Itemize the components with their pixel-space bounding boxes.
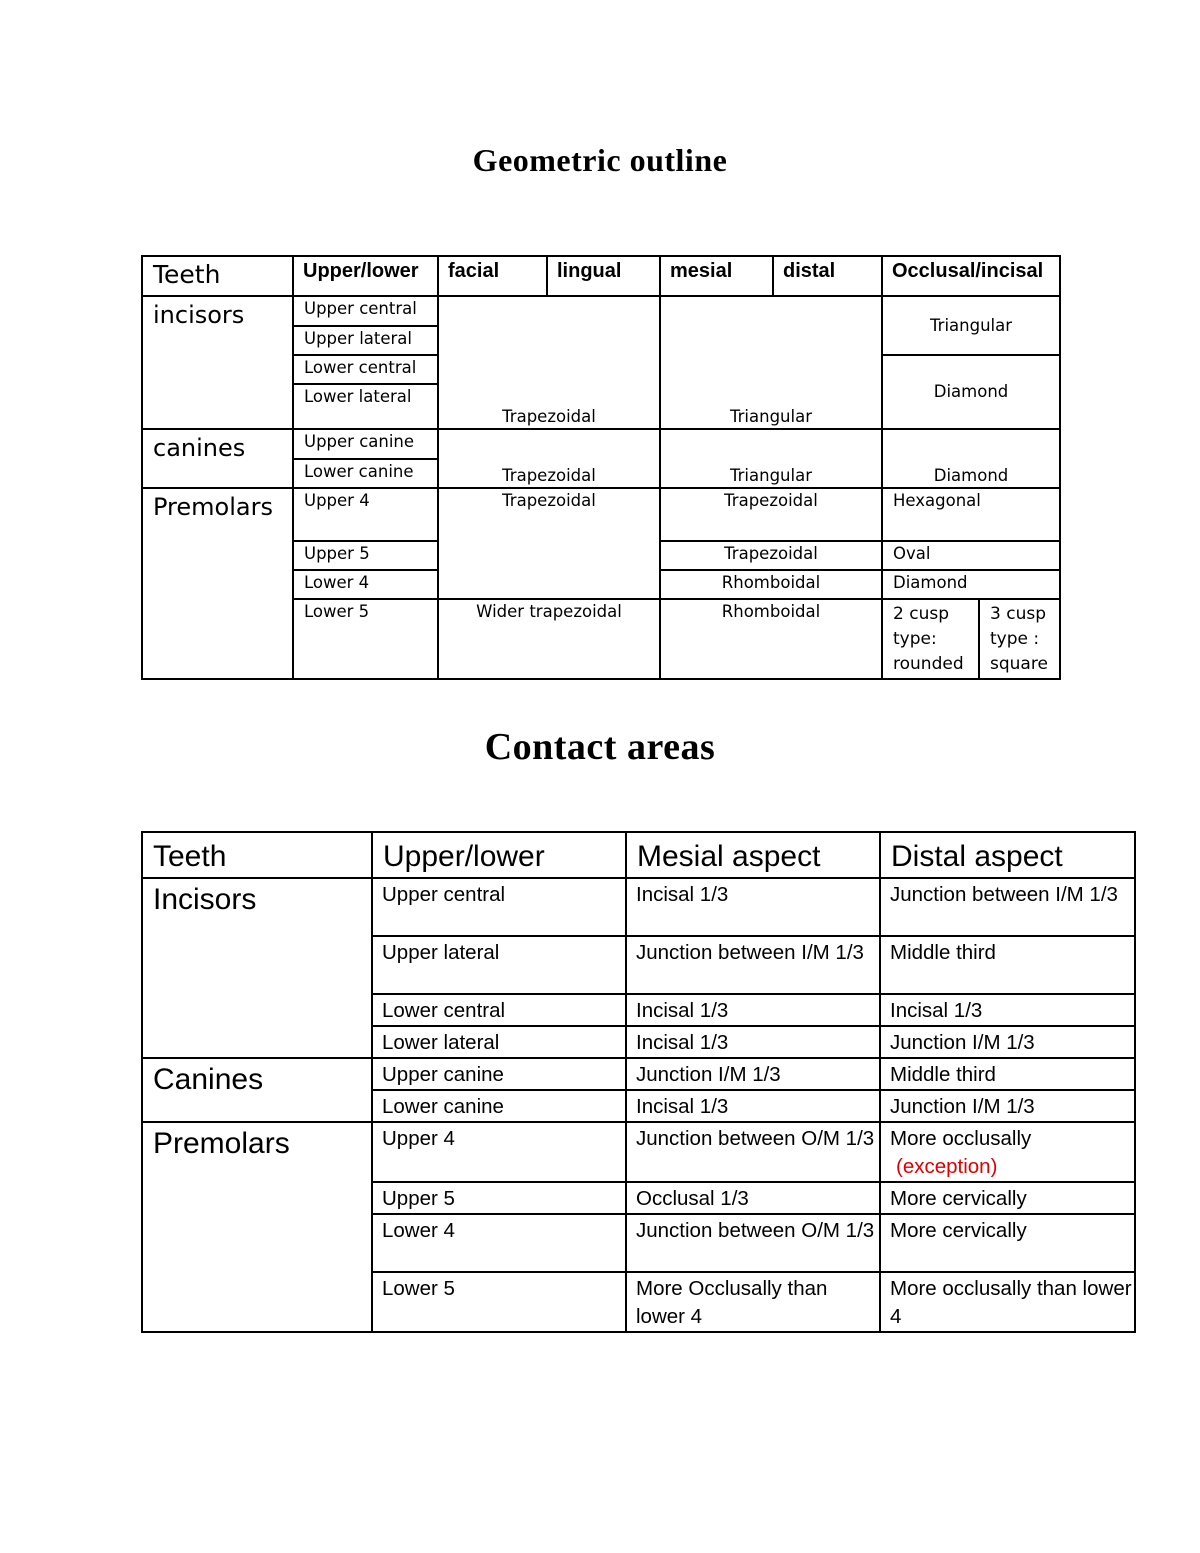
upper4-mesial-distal: Trapezoidal [660, 488, 882, 541]
incisors-occlusal-upper: Triangular [882, 296, 1060, 355]
group-canines: Canines [142, 1058, 372, 1122]
upper4-facial-lingual: Trapezoidal [438, 488, 660, 599]
tooth-cell: Lower canine [372, 1090, 626, 1122]
tooth-cell: Lower 4 [372, 1214, 626, 1272]
cusp-line: square [990, 654, 1048, 674]
geometric-outline-table [141, 255, 1061, 680]
exception-note: (exception) [896, 1155, 998, 1178]
row-label: Lower central [293, 355, 438, 384]
geo-header-teeth: Teeth [142, 256, 293, 296]
group-premolars: Premolars [142, 1122, 372, 1332]
geo-header-row [142, 256, 1060, 296]
lower5-mesial-distal: Rhomboidal [660, 599, 882, 679]
contact-header-teeth: Teeth [142, 832, 372, 878]
group-premolars: Premolars [142, 488, 293, 679]
row-label: Lower lateral [293, 384, 438, 429]
row-label: Upper canine [293, 429, 438, 459]
group-incisors: incisors [142, 296, 293, 429]
group-incisors: Incisors [142, 878, 372, 1058]
mesial-cell: Incisal 1/3 [626, 1026, 880, 1058]
distal-text: More occlusally [890, 1127, 1032, 1150]
geo-header-occlusal-incisal: Occlusal/incisal [882, 256, 1060, 296]
lower4-occlusal: Diamond [882, 570, 1060, 599]
upper5-occlusal: Oval [882, 541, 1060, 570]
tooth-cell: Upper lateral [372, 936, 626, 994]
lower5-facial-lingual: Wider trapezoidal [438, 599, 660, 679]
mesial-cell: More Occlusally than lower 4 [626, 1272, 880, 1332]
contact-header-row [142, 832, 1135, 878]
distal-cell: More cervically [880, 1214, 1135, 1272]
incisors-facial-lingual: Trapezoidal [438, 296, 660, 429]
distal-cell [880, 1122, 1135, 1182]
tooth-cell: Lower lateral [372, 1026, 626, 1058]
distal-cell: Junction I/M 1/3 [880, 1026, 1135, 1058]
table-row [142, 488, 1060, 541]
canines-occlusal: Diamond [882, 429, 1060, 488]
distal-cell: Middle third [880, 936, 1135, 994]
geo-header-distal: distal [773, 256, 882, 296]
contact-header-upper-lower: Upper/lower [372, 832, 626, 878]
mesial-cell: Occlusal 1/3 [626, 1182, 880, 1214]
cusp-line: type: [893, 629, 937, 649]
incisors-mesial-distal: Triangular [660, 296, 882, 429]
incisors-occlusal-lower: Diamond [882, 355, 1060, 429]
cusp-line: rounded [893, 654, 964, 674]
table-row [142, 1122, 1135, 1182]
distal-cell: Middle third [880, 1058, 1135, 1090]
mesial-cell: Junction between O/M 1/3 [626, 1214, 880, 1272]
distal-cell: Junction I/M 1/3 [880, 1090, 1135, 1122]
distal-cell: Junction between I/M 1/3 [880, 878, 1135, 936]
tooth-cell: Upper central [372, 878, 626, 936]
row-label: Upper 5 [293, 541, 438, 570]
distal-cell: More cervically [880, 1182, 1135, 1214]
contact-header-mesial: Mesial aspect [626, 832, 880, 878]
mesial-cell: Junction between O/M 1/3 [626, 1122, 880, 1182]
canines-mesial-distal: Triangular [660, 429, 882, 488]
geometric-outline-title: Geometric outline [472, 142, 728, 178]
cusp-line: type : [990, 629, 1040, 649]
mesial-cell: Incisal 1/3 [626, 878, 880, 936]
row-label: Lower 5 [293, 599, 438, 679]
tooth-cell: Upper 4 [372, 1122, 626, 1182]
distal-cell: More occlusally than lower 4 [880, 1272, 1135, 1332]
geo-header-facial: facial [438, 256, 547, 296]
mesial-cell: Incisal 1/3 [626, 1090, 880, 1122]
cusp-line: 2 cusp [893, 604, 949, 624]
tooth-cell: Lower 5 [372, 1272, 626, 1332]
row-label: Lower 4 [293, 570, 438, 599]
contact-header-distal: Distal aspect [880, 832, 1135, 878]
row-label: Upper 4 [293, 488, 438, 541]
lower4-mesial-distal: Rhomboidal [660, 570, 882, 599]
table-row [142, 1058, 1135, 1090]
tooth-cell: Upper 5 [372, 1182, 626, 1214]
contact-areas-table [141, 831, 1136, 1333]
canines-facial-lingual: Trapezoidal [438, 429, 660, 488]
table-row [142, 429, 1060, 459]
table-row [142, 296, 1060, 326]
group-canines: canines [142, 429, 293, 488]
table-row [142, 878, 1135, 936]
upper4-occlusal: Hexagonal [882, 488, 1060, 541]
mesial-cell: Junction I/M 1/3 [626, 1058, 880, 1090]
mesial-cell: Junction between I/M 1/3 [626, 936, 880, 994]
row-label: Upper lateral [293, 326, 438, 355]
geo-header-lingual: lingual [547, 256, 660, 296]
tooth-cell: Upper canine [372, 1058, 626, 1090]
row-label: Upper central [293, 296, 438, 326]
lower5-occlusal-3cusp [979, 599, 1060, 679]
distal-cell: Incisal 1/3 [880, 994, 1135, 1026]
mesial-cell: Incisal 1/3 [626, 994, 880, 1026]
lower5-occlusal-2cusp [882, 599, 979, 679]
tooth-cell: Lower central [372, 994, 626, 1026]
contact-areas-title: Contact areas [484, 726, 716, 768]
geo-header-mesial: mesial [660, 256, 773, 296]
geo-header-upper-lower: Upper/lower [293, 256, 438, 296]
row-label: Lower canine [293, 459, 438, 488]
cusp-line: 3 cusp [990, 604, 1046, 624]
upper5-mesial-distal: Trapezoidal [660, 541, 882, 570]
